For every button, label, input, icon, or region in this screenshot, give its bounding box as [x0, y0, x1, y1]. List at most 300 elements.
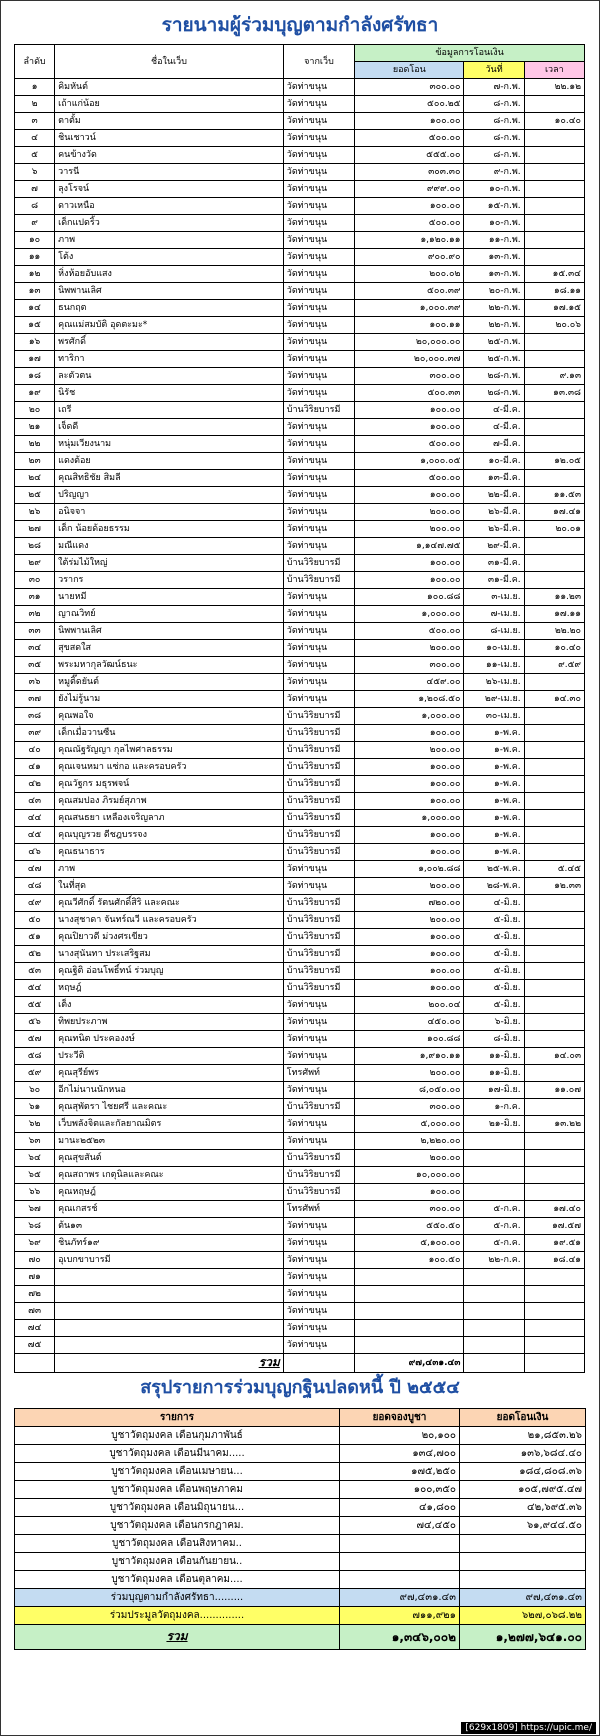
table-row: [15, 861, 585, 878]
row-time: ๑๘.๑๑: [524, 283, 584, 300]
row-time: ๙.๕๙: [524, 657, 584, 674]
row-time: [524, 215, 584, 232]
row-name: แดงต้อย: [55, 453, 284, 470]
row-amount: ๕๕๐.๕๐: [355, 1218, 464, 1235]
row-name: [55, 1320, 284, 1337]
row-from: วัดท่าขนุน: [283, 266, 354, 283]
summary-transferred: [460, 1571, 586, 1589]
row-date: ๒๒-ก.พ.: [464, 300, 524, 317]
row-amount: ๑๐๐.๐๐: [355, 113, 464, 130]
row-date: ๑-พ.ค.: [464, 776, 524, 793]
row-amount: ๑๐๐.๐๐: [355, 793, 464, 810]
table-row: [15, 283, 585, 300]
row-amount: ๕๐๐.๐๐: [355, 436, 464, 453]
row-no: ๔๔: [15, 810, 55, 827]
row-no: ๒๒: [15, 436, 55, 453]
row-time: ๑๒.๓๓: [524, 878, 584, 895]
row-time: [524, 181, 584, 198]
summary-transferred: ๒๑,๘๕๓.๒๖: [460, 1427, 586, 1445]
row-name: เถ้าแก่น้อย: [55, 96, 284, 113]
row-from: วัดท่าขนุน: [283, 1048, 354, 1065]
row-date: ๑๐-ก.พ.: [464, 181, 524, 198]
row-no: ๑๐: [15, 232, 55, 249]
table-row: [15, 1184, 585, 1201]
row-amount: ๒๐๐.๐๐: [355, 640, 464, 657]
row-name: ดาวเหนือ: [55, 198, 284, 215]
row-from: โทรศัพท์: [283, 1201, 354, 1218]
row-from: วัดท่าขนุน: [283, 164, 354, 181]
row-name: หนุ่มเวียงนาม: [55, 436, 284, 453]
faith-row-transferred: ๙๗,๔๓๑.๔๓: [460, 1589, 586, 1607]
row-time: [524, 402, 584, 419]
row-from: วัดท่าขนุน: [283, 1286, 354, 1303]
summary-transferred: ๖๑,๙๔๔.๕๐: [460, 1517, 586, 1535]
table-row: [15, 181, 585, 198]
row-date: [464, 1184, 524, 1201]
row-name: ปริญญา: [55, 487, 284, 504]
col-from: จากเว็บ: [283, 45, 354, 79]
row-from: บ้านวิริยบารมี: [283, 1167, 354, 1184]
row-no: ๓๒: [15, 606, 55, 623]
row-time: [524, 793, 584, 810]
row-no: ๔๒: [15, 776, 55, 793]
row-name: คุณวัฐกร มธุรพจน์: [55, 776, 284, 793]
row-from: บ้านวิริยบารมี: [283, 572, 354, 589]
row-date: ๑-พ.ค.: [464, 827, 524, 844]
row-from: วัดท่าขนุน: [283, 385, 354, 402]
row-amount: ๑๐๐.๘๘: [355, 589, 464, 606]
row-from: วัดท่าขนุน: [283, 436, 354, 453]
row-time: [524, 1184, 584, 1201]
summary-row: [15, 1535, 586, 1553]
summary-item: บูชาวัตถุมงคล เดือนมีนาคม.....: [15, 1445, 340, 1463]
summary-item: บูชาวัตถุมงคล เดือนกันยายน..: [15, 1553, 340, 1571]
row-time: ๑๐.๔๐: [524, 113, 584, 130]
summary-row: [15, 1463, 586, 1481]
row-name: นายหมี: [55, 589, 284, 606]
row-name: คุณหฤษฎ์: [55, 1184, 284, 1201]
row-no: ๔: [15, 130, 55, 147]
table-row: [15, 963, 585, 980]
row-date: ๒๖-มี.ค.: [464, 504, 524, 521]
table-row: [15, 1116, 585, 1133]
table-row: [15, 249, 585, 266]
table-row: [15, 844, 585, 861]
row-from: วัดท่าขนุน: [283, 538, 354, 555]
row-no: ๓๓: [15, 623, 55, 640]
row-time: [524, 164, 584, 181]
row-time: ๑๔.๓๐: [524, 691, 584, 708]
row-from: วัดท่าขนุน: [283, 1337, 354, 1354]
row-time: [524, 1133, 584, 1150]
row-no: ๘: [15, 198, 55, 215]
row-no: ๑๕: [15, 317, 55, 334]
row-from: วัดท่าขนุน: [283, 861, 354, 878]
row-name: ภาพ: [55, 232, 284, 249]
row-time: ๑๘.๔๑: [524, 1252, 584, 1269]
row-date: ๘-เม.ย.: [464, 623, 524, 640]
row-date: ๒๖-เม.ย.: [464, 674, 524, 691]
row-no: ๖๑: [15, 1099, 55, 1116]
row-amount: ๘,๐๕๐.๐๐: [355, 1082, 464, 1099]
row-name: คิมหันต์: [55, 79, 284, 96]
row-from: วัดท่าขนุน: [283, 453, 354, 470]
row-no: ๗: [15, 181, 55, 198]
row-amount: ๒๐,๐๐๐.๓๗: [355, 351, 464, 368]
table-row: [15, 1065, 585, 1082]
table-row: [15, 1150, 585, 1167]
row-name: เด็กเมื่อวานซืน: [55, 725, 284, 742]
row-name: คุณเกสรช์: [55, 1201, 284, 1218]
row-name: เด็กแปดริ้ว: [55, 215, 284, 232]
row-amount: ๓๐๓.๓๐: [355, 164, 464, 181]
table-row: [15, 504, 585, 521]
row-time: [524, 946, 584, 963]
row-from: วัดท่าขนุน: [283, 878, 354, 895]
row-date: ๕-ก.ค.: [464, 1218, 524, 1235]
col-time: เวลา: [524, 62, 584, 79]
row-date: ๓๑-มี.ค.: [464, 555, 524, 572]
row-amount: ๒๐๐.๐๐: [355, 504, 464, 521]
row-name: ชินเชาวน์: [55, 130, 284, 147]
table-row: [15, 606, 585, 623]
row-name: วรากร: [55, 572, 284, 589]
row-no: ๕๐: [15, 912, 55, 929]
row-time: [524, 538, 584, 555]
row-amount: ๑๐๐.๑๑: [355, 317, 464, 334]
row-date: ๑๑-มิ.ย.: [464, 1048, 524, 1065]
row-time: [524, 470, 584, 487]
row-time: [524, 776, 584, 793]
col-name: ชื่อในเว็บ: [55, 45, 284, 79]
row-from: บ้านวิริยบารมี: [283, 793, 354, 810]
row-amount: ๑๐๐.๕๐: [355, 1252, 464, 1269]
table-row: [15, 300, 585, 317]
row-no: ๗๑: [15, 1269, 55, 1286]
row-date: ๑-พ.ค.: [464, 742, 524, 759]
summary-row: [15, 1427, 586, 1445]
row-date: ๙-ก.พ.: [464, 164, 524, 181]
table-row: [15, 368, 585, 385]
row-name: คุณสุรีย์พร: [55, 1065, 284, 1082]
row-from: วัดท่าขนุน: [283, 589, 354, 606]
row-from: วัดท่าขนุน: [283, 113, 354, 130]
row-from: บ้านวิริยบารมี: [283, 1150, 354, 1167]
row-amount: [355, 1269, 464, 1286]
row-time: [524, 1150, 584, 1167]
row-name: ลุงโรจน์: [55, 181, 284, 198]
summary-pledged: [340, 1553, 460, 1571]
row-date: ๑๐-มี.ค.: [464, 453, 524, 470]
row-name: นิรัช: [55, 385, 284, 402]
row-no: ๗๐: [15, 1252, 55, 1269]
row-no: ๓๔: [15, 640, 55, 657]
row-time: ๑๙.๕๑: [524, 1235, 584, 1252]
page-title: รายนามผู้ร่วมบุญตามกำลังศรัทธา: [161, 14, 439, 36]
row-no: ๕๓: [15, 963, 55, 980]
row-amount: [355, 1303, 464, 1320]
row-no: ๓๘: [15, 708, 55, 725]
row-no: ๖๓: [15, 1133, 55, 1150]
row-no: ๖๙: [15, 1235, 55, 1252]
row-date: ๗-ก.พ.: [464, 79, 524, 96]
row-from: วัดท่าขนุน: [283, 691, 354, 708]
row-date: ๗-มี.ค.: [464, 436, 524, 453]
row-from: วัดท่าขนุน: [283, 79, 354, 96]
summary-transferred: ๑๓๖,๖๘๔.๔๐: [460, 1445, 586, 1463]
table-row: [15, 929, 585, 946]
row-from: บ้านวิริยบารมี: [283, 725, 354, 742]
row-date: ๗-เม.ย.: [464, 606, 524, 623]
row-no: ๕: [15, 147, 55, 164]
row-from: วัดท่าขนุน: [283, 674, 354, 691]
row-time: [524, 198, 584, 215]
row-amount: ๙๙๙.๐๐: [355, 181, 464, 198]
table-row: [15, 708, 585, 725]
row-date: ๑๑-ก.พ.: [464, 232, 524, 249]
row-name: นางสุนันทา ประเสริฐสม: [55, 946, 284, 963]
row-time: [524, 555, 584, 572]
row-time: [524, 1014, 584, 1031]
row-no: ๒๐: [15, 402, 55, 419]
table-row: [15, 164, 585, 181]
row-no: ๒๓: [15, 453, 55, 470]
row-from: บ้านวิริยบารมี: [283, 963, 354, 980]
row-no: ๑๒: [15, 266, 55, 283]
row-name: คุณสุพัตรา ไชยศรี และคณะ: [55, 1099, 284, 1116]
row-from: วัดท่าขนุน: [283, 521, 354, 538]
table-row: [15, 572, 585, 589]
row-from: บ้านวิริยบารมี: [283, 895, 354, 912]
row-amount: ๕๐๐.๐๐: [355, 215, 464, 232]
table-row: [15, 640, 585, 657]
row-amount: ๑๐๐.๐๐: [355, 198, 464, 215]
table-row: [15, 1201, 585, 1218]
summary-col-transferred: ยอดโอนเงิน: [460, 1409, 586, 1427]
row-amount: ๑๐๐.๐๐: [355, 402, 464, 419]
row-amount: ๑,๐๐๐.๓๙: [355, 300, 464, 317]
row-name: เด็ก น้อยด้อยธรรม: [55, 521, 284, 538]
row-amount: ๓๐๐.๐๐: [355, 1201, 464, 1218]
row-name: ชินภัทร์๑๙: [55, 1235, 284, 1252]
row-amount: ๑๐๐.๐๐: [355, 487, 464, 504]
row-name: ประวีติ: [55, 1048, 284, 1065]
row-no: ๒: [15, 96, 55, 113]
table-row: [15, 130, 585, 147]
table-row: [15, 759, 585, 776]
row-date: ๕-มิ.ย.: [464, 980, 524, 997]
row-amount: ๒๐๐.๐๐: [355, 912, 464, 929]
image-host-watermark: [629x1809] https://upic.me/: [461, 1722, 596, 1734]
total-amount: ๙๗,๔๓๑.๔๓: [355, 1354, 464, 1373]
summary-row: [15, 1445, 586, 1463]
row-no: ๑: [15, 79, 55, 96]
row-from: วัดท่าขนุน: [283, 487, 354, 504]
table-row: [15, 895, 585, 912]
row-amount: ๕๐๐.๐๐: [355, 130, 464, 147]
row-name: [55, 1269, 284, 1286]
row-amount: ๕๐๐.๓๙: [355, 283, 464, 300]
row-amount: [355, 1320, 464, 1337]
row-time: ๒๒.๑๒: [524, 79, 584, 96]
row-amount: ๑๐๐.๐๐: [355, 1184, 464, 1201]
table-row: [15, 810, 585, 827]
row-time: ๑๗.๔๐: [524, 1201, 584, 1218]
row-name: สุขสดใส: [55, 640, 284, 657]
table-row: [15, 79, 585, 96]
row-date: [464, 1286, 524, 1303]
row-from: วัดท่าขนุน: [283, 470, 354, 487]
table-row: [15, 521, 585, 538]
row-time: ๑๕.๓๔: [524, 266, 584, 283]
row-date: ๒๘-พ.ค.: [464, 878, 524, 895]
row-name: หมูติ๊ดยันต์: [55, 674, 284, 691]
row-no: ๔๘: [15, 878, 55, 895]
row-amount: ๑๐๐.๐๐: [355, 844, 464, 861]
row-amount: ๑๐,๐๐๐.๐๐: [355, 1167, 464, 1184]
row-no: ๕๖: [15, 1014, 55, 1031]
donor-table: [14, 44, 585, 1373]
row-date: ๑๓-มี.ค.: [464, 470, 524, 487]
row-time: [524, 1269, 584, 1286]
row-name: คนข้างวัด: [55, 147, 284, 164]
table-row: [15, 419, 585, 436]
row-time: [524, 436, 584, 453]
row-time: [524, 674, 584, 691]
summary-row: [15, 1481, 586, 1499]
table-row: [15, 1337, 585, 1354]
total-label: รวม: [258, 1355, 280, 1369]
row-no: ๖๖: [15, 1184, 55, 1201]
row-no: ๑๔: [15, 300, 55, 317]
row-from: วัดท่าขนุน: [283, 1031, 354, 1048]
row-no: ๖๐: [15, 1082, 55, 1099]
grand-total-pledged: ๑,๓๔๖,๐๐๒: [340, 1625, 460, 1650]
row-date: ๕-มิ.ย.: [464, 912, 524, 929]
row-name: เจ็ดดี: [55, 419, 284, 436]
row-no: ๒๗: [15, 521, 55, 538]
row-date: ๘-ก.พ.: [464, 130, 524, 147]
row-from: วัดท่าขนุน: [283, 1116, 354, 1133]
row-date: [464, 1337, 524, 1354]
row-date: ๔-มิ.ย.: [464, 895, 524, 912]
row-date: ๒๒-ก.พ.: [464, 317, 524, 334]
row-name: คุณเจนหมา แซ่กอ และครอบครัว: [55, 759, 284, 776]
table-row: [15, 742, 585, 759]
row-time: [524, 249, 584, 266]
row-time: [524, 844, 584, 861]
row-no: ๕๑: [15, 929, 55, 946]
row-from: วัดท่าขนุน: [283, 198, 354, 215]
summary-transferred: ๑๐๕,๗๙๕.๔๗: [460, 1481, 586, 1499]
row-from: บ้านวิริยบารมี: [283, 810, 354, 827]
row-amount: ๓๐๐.๐๐: [355, 1099, 464, 1116]
row-time: ๑๗.๕๗: [524, 1218, 584, 1235]
row-no: ๑๖: [15, 334, 55, 351]
table-row: [15, 776, 585, 793]
row-time: [524, 1099, 584, 1116]
table-row: [15, 1269, 585, 1286]
row-date: ๑๑-เม.ย.: [464, 657, 524, 674]
row-from: วัดท่าขนุน: [283, 1014, 354, 1031]
row-no: ๖๒: [15, 1116, 55, 1133]
row-name: คุณธนาธาร: [55, 844, 284, 861]
row-date: ๑๗-มิ.ย.: [464, 1082, 524, 1099]
table-row: [15, 1235, 585, 1252]
row-from: บ้านวิริยบารมี: [283, 980, 354, 997]
summary-col-item: รายการ: [15, 1409, 340, 1427]
row-time: ๙.๑๓: [524, 368, 584, 385]
row-date: ๖-มิ.ย.: [464, 1014, 524, 1031]
table-row: [15, 470, 585, 487]
summary-transferred: [460, 1535, 586, 1553]
table-row: [15, 1167, 585, 1184]
row-from: วัดท่าขนุน: [283, 1133, 354, 1150]
row-from: วัดท่าขนุน: [283, 1303, 354, 1320]
summary-transferred: ๔๒,๖๙๕.๓๖: [460, 1499, 586, 1517]
summary-pledged: ๑๓๔,๗๐๐: [340, 1445, 460, 1463]
row-date: ๑-ก.ค.: [464, 1099, 524, 1116]
summary-pledged: ๔๑,๘๐๐: [340, 1499, 460, 1517]
summary-row: [15, 1553, 586, 1571]
row-date: ๒๒-มี.ค.: [464, 487, 524, 504]
row-from: วัดท่าขนุน: [283, 181, 354, 198]
row-name: ทาริกา: [55, 351, 284, 368]
row-time: ๒๐.๐๑: [524, 521, 584, 538]
row-no: ๒๖: [15, 504, 55, 521]
row-time: [524, 929, 584, 946]
row-no: ๒๑: [15, 419, 55, 436]
row-time: [524, 725, 584, 742]
row-name: คุณสมปอง ภิรมย์สุภาพ: [55, 793, 284, 810]
row-amount: ๒๐๐.๐๐: [355, 521, 464, 538]
row-name: คุณสุขสันต์: [55, 1150, 284, 1167]
row-date: ๑๐-ก.พ.: [464, 215, 524, 232]
table-row: [15, 1286, 585, 1303]
table-row: [15, 96, 585, 113]
table-row: [15, 1252, 585, 1269]
row-date: ๒๙-เม.ย.: [464, 691, 524, 708]
row-amount: ๑๐๐.๐๐: [355, 946, 464, 963]
row-from: วัดท่าขนุน: [283, 1320, 354, 1337]
row-name: [55, 1286, 284, 1303]
row-date: ๑-พ.ค.: [464, 759, 524, 776]
row-from: วัดท่าขนุน: [283, 997, 354, 1014]
row-amount: ๑,๐๐๐.๐๐: [355, 810, 464, 827]
row-date: ๘-ก.พ.: [464, 147, 524, 164]
table-row: [15, 827, 585, 844]
row-name: คุณพอใจ: [55, 708, 284, 725]
row-name: คุณสิทธิชัย สิมลี: [55, 470, 284, 487]
table-row: [15, 980, 585, 997]
row-no: ๕๕: [15, 997, 55, 1014]
row-amount: ๓๐๐.๐๐: [355, 368, 464, 385]
col-date: วันที่: [464, 62, 524, 79]
row-date: [464, 1133, 524, 1150]
row-amount: [355, 1337, 464, 1354]
row-from: วัดท่าขนุน: [283, 300, 354, 317]
row-amount: ๔๕๐.๐๐: [355, 1014, 464, 1031]
row-name: คุณสถาพร เกตุนิลและคณะ: [55, 1167, 284, 1184]
row-time: [524, 1031, 584, 1048]
table-row: [15, 1014, 585, 1031]
row-amount: ๑,๐๐๐.๐๕: [355, 453, 464, 470]
row-date: [464, 1150, 524, 1167]
row-time: [524, 130, 584, 147]
row-from: วัดท่าขนุน: [283, 1252, 354, 1269]
row-no: ๔๙: [15, 895, 55, 912]
row-from: บ้านวิริยบารมี: [283, 1184, 354, 1201]
